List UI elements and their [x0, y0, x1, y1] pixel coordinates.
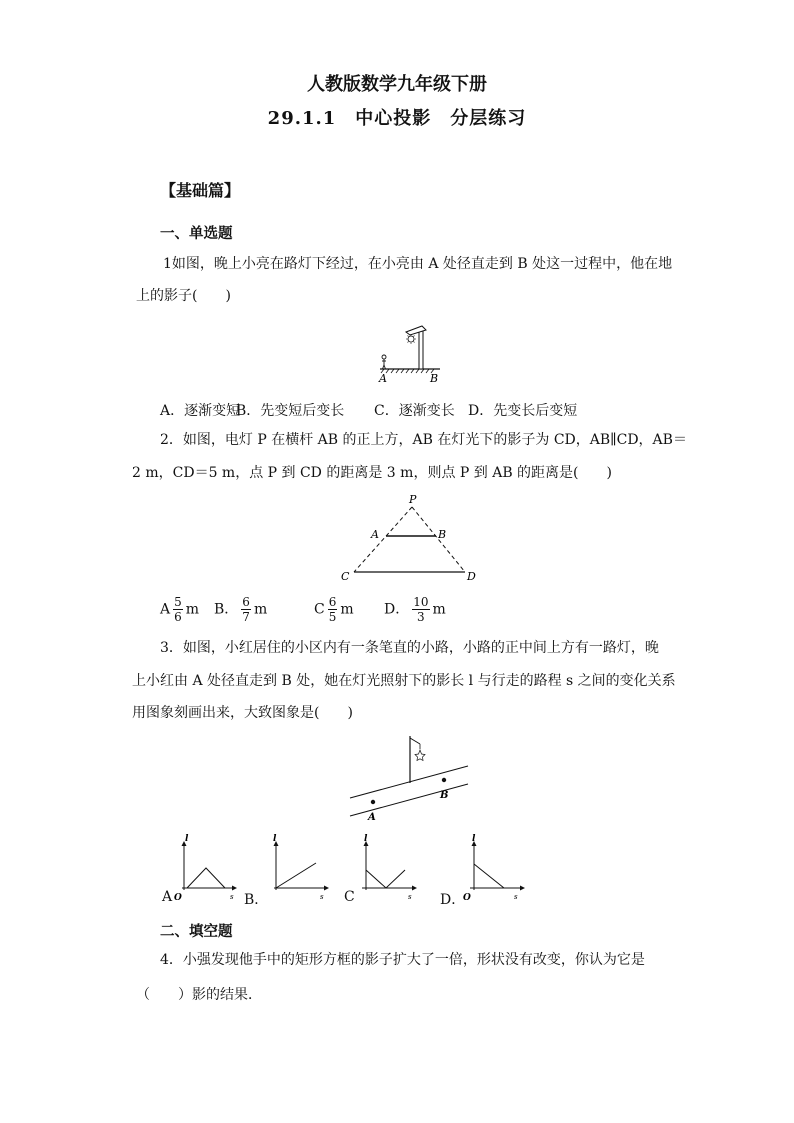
q3-label-a: A [368, 812, 376, 822]
ground-hatching [381, 369, 434, 373]
x-axis-arrow-icon [520, 886, 525, 891]
q2-option-b[interactable] [214, 595, 267, 624]
q2-option-d[interactable] [384, 595, 446, 624]
x-axis-label: s [408, 893, 412, 901]
q2-label-d: D [467, 570, 476, 583]
q2-figure-lamp-shadow [336, 490, 486, 586]
lesson-title: 29.1.1 中心投影 分层练习 [267, 108, 527, 129]
q2-option-c-letter: C [314, 601, 325, 618]
q2-text-line1: 2．如图，电灯 P 在横杆 AB 的正上方，AB 在灯光下的影子为 CD，AB∥CD，AB＝ [160, 432, 687, 448]
q2-text-line2: 2 m，CD＝5 m，点 P 到 CD 的距离是 3 m，则点 P 到 AB 的距离是( ) [132, 465, 612, 481]
road-edge-top [350, 766, 468, 798]
point-b [442, 778, 446, 782]
q2-option-c-denominator: 5 [328, 610, 337, 624]
lamp-pole [419, 330, 423, 369]
q1-option-c[interactable]: C．逐渐变长 [374, 403, 455, 419]
x-axis-arrow-icon [412, 886, 417, 891]
q2-label-b: B [438, 528, 447, 541]
q1-text-line2: 上的影子( ) [136, 288, 231, 304]
graph-curve [474, 864, 504, 888]
q2-label-p: P [409, 493, 417, 506]
q2-label-c: C [341, 570, 350, 583]
x-axis-arrow-icon [324, 886, 329, 891]
q1-label-b: B [430, 372, 439, 385]
q2-option-b-fraction [241, 595, 251, 624]
graph-curve [276, 863, 316, 888]
q4-text-line1: 4．小强发现他手中的矩形方框的影子扩大了一倍，形状没有改变，你认为它是 [160, 952, 645, 968]
origin-label: O [463, 893, 471, 903]
q2-option-c-numerator: 6 [328, 595, 337, 609]
q2-option-a-fraction [173, 595, 183, 624]
q2-option-d-letter: D． [384, 601, 410, 618]
q2-label-a: A [371, 528, 379, 541]
q3-option-d-graph[interactable] [458, 832, 528, 904]
q3-text-line2: 上小红由 A 处径直走到 B 处，她在灯光照射下的影长 l 与行走的路程 s 之间的变化关系 [132, 673, 676, 689]
y-axis-label: l [273, 834, 277, 844]
y-axis-label: l [472, 834, 476, 844]
q2-option-c-unit: m [340, 601, 354, 618]
q2-option-a[interactable] [160, 595, 199, 624]
q2-option-b-unit: m [253, 601, 268, 618]
q3-figure-road [344, 730, 476, 822]
q3-option-c-label[interactable]: C [344, 889, 355, 905]
q3-option-b-label[interactable]: B． [244, 892, 269, 908]
q1-option-a[interactable]: A．逐渐变短 [160, 403, 241, 419]
q2-option-c[interactable] [314, 595, 354, 624]
q2-option-a-denominator: 6 [174, 610, 182, 624]
lamp-arm [410, 738, 420, 744]
q2-option-a-numerator: 5 [174, 595, 182, 609]
q3-option-d-label[interactable]: D． [440, 892, 466, 908]
lamp-star-icon [415, 750, 425, 761]
q1-option-b[interactable]: B．先变短后变长 [236, 403, 345, 419]
section-heading: 【基础篇】 [160, 181, 241, 200]
q1-text-line1: 1如图，晚上小亮在路灯下经过，在小亮由 A 处径直走到 B 处这一过程中，他在地 [163, 256, 673, 272]
single-choice-heading: 一、单选题 [160, 225, 233, 242]
x-axis-label: s [514, 893, 518, 901]
y-axis-label: l [364, 834, 368, 844]
q2-option-d-denominator: 3 [417, 610, 425, 624]
q4-text-line2: （ ）影的结果． [136, 987, 262, 1003]
q2-option-d-unit: m [432, 601, 446, 618]
x-axis-label: s [230, 893, 234, 901]
q3-option-a-label[interactable]: A [162, 889, 173, 905]
graph-curve [187, 868, 225, 888]
x-axis-arrow-icon [232, 886, 237, 891]
fill-in-heading: 二、填空题 [160, 923, 233, 940]
light-bulb-icon [406, 334, 416, 344]
q2-option-d-fraction [412, 595, 429, 624]
q2-option-c-fraction [328, 595, 338, 624]
y-axis-label: l [185, 834, 189, 844]
q1-option-d[interactable]: D．先变长后变短 [468, 403, 578, 419]
q2-option-b-numerator: 6 [242, 595, 250, 609]
q2-option-d-numerator: 10 [413, 595, 429, 609]
ray-pc [354, 507, 412, 572]
q2-option-b-denominator: 7 [242, 610, 250, 624]
point-a [371, 800, 375, 804]
q3-option-b-graph[interactable] [264, 832, 330, 904]
q3-option-c-graph[interactable] [352, 832, 418, 904]
document-title: 人教版数学九年级下册 [307, 74, 487, 95]
origin-label: O [174, 893, 182, 903]
q2-option-a-unit: m [185, 601, 200, 618]
q3-label-b: B [440, 790, 449, 801]
q2-option-b-letter: B． [214, 601, 239, 618]
q1-figure-streetlight [370, 318, 450, 386]
graph-curve [366, 870, 405, 888]
q2-option-a-letter: A [160, 601, 171, 618]
q3-text-line3: 用图象刻画出来，大致图象是( ) [132, 705, 353, 721]
q1-label-a: A [379, 372, 387, 385]
q3-option-a-graph[interactable] [172, 832, 238, 904]
person-icon [382, 355, 386, 369]
q3-text-line1: 3．如图，小红居住的小区内有一条笔直的小路，小路的正中间上方有一路灯，晚 [160, 640, 659, 656]
x-axis-label: s [320, 893, 324, 901]
